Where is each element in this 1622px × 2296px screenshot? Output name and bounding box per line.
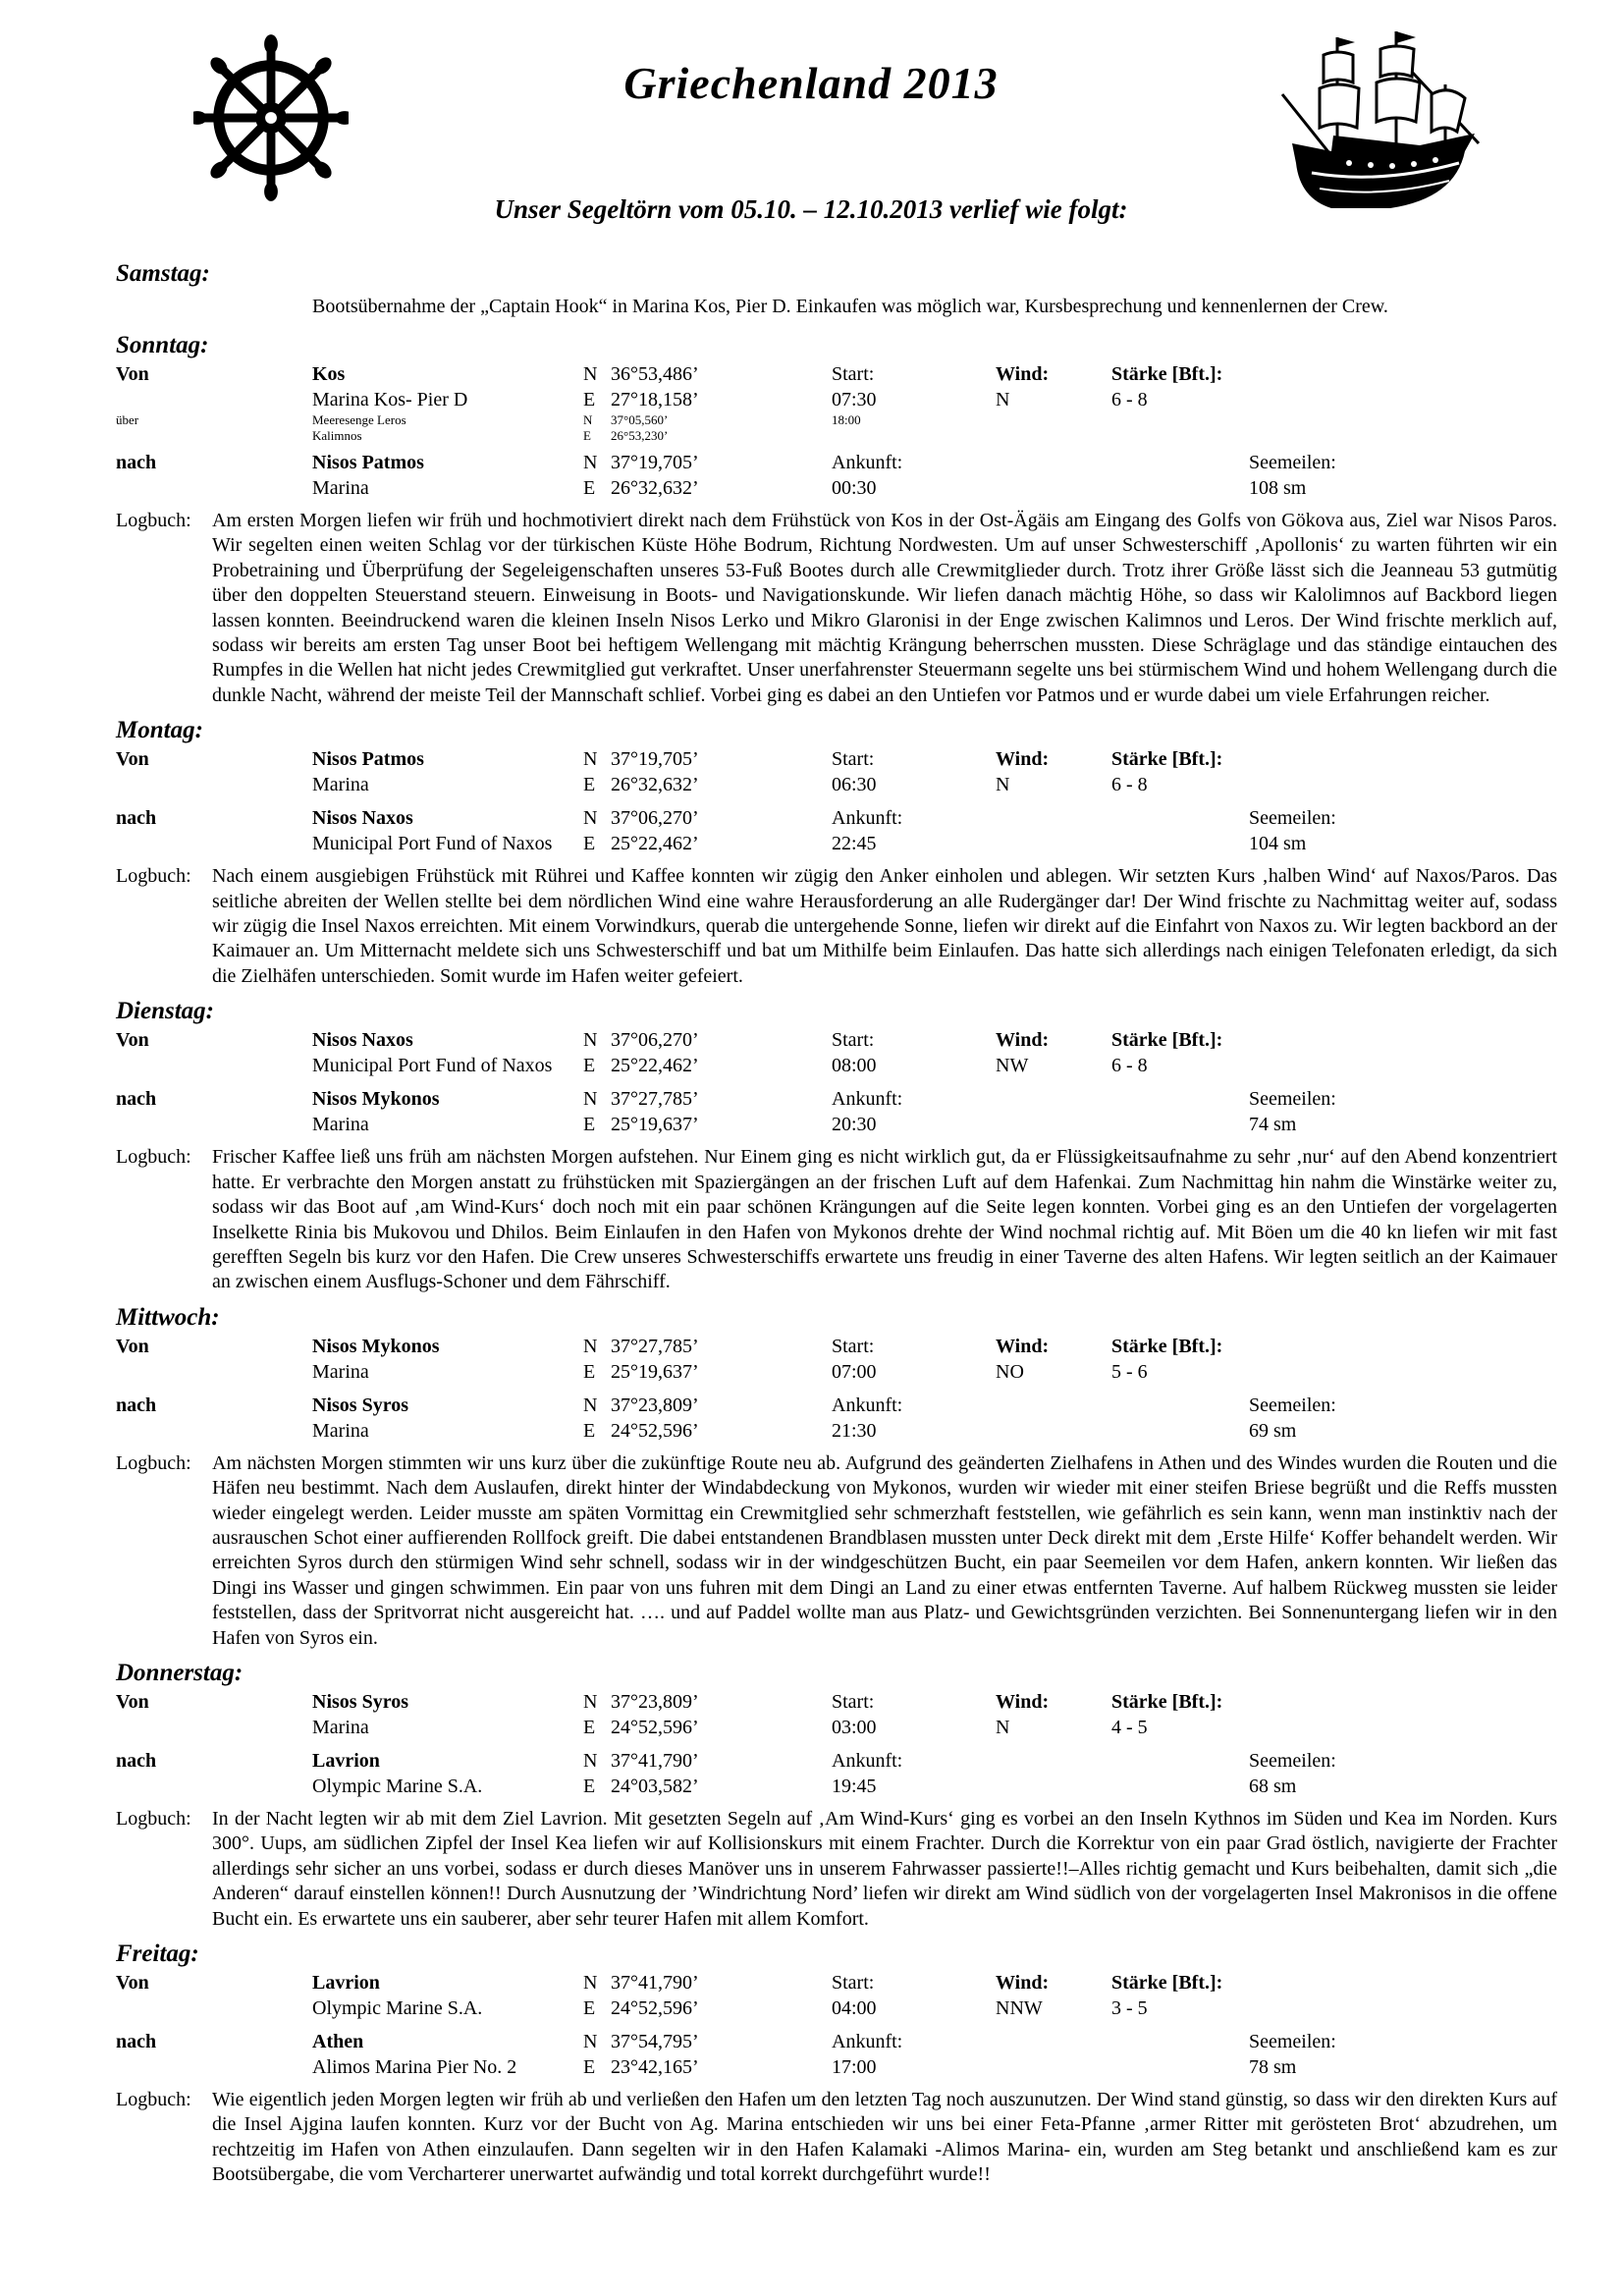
place-sub: Kalimnos [312, 428, 362, 443]
time-label: Start: [832, 1690, 875, 1713]
log-text: In der Nacht legten wir ab mit dem Ziel Lavrion. Mit gesetzten Segeln auf ‚Am Wind-Kurs‘ ging es vorbei an den Inseln Kythnos im Süden und Kea im Norden. Kurs 300°. Uups, am südlichen Zipfel der Insel Kea liefen wir auf Kollisionskurs mit einem Frachter. Durch die Korrektur von ein paar Grad östlich, navigierte der Frachter allerdings sehr sicher an uns vorbei, sodass er durch dieses Manöver uns in unserem Fahrwasser passierte!!–Alles richtig gemacht und Kurs beibehalten, damit sich „die Anderen“ darauf einstellen können!! Durch Ausnutzung der ’Windrichtung Nord’ liefen wir direkt am Wind südlich von der vorgelagerten Insel Makronisos in die offene Bucht ein. Es erwartete uns ein sauberer, aber sehr teurer Hafen mit allem Komfort. [212, 1807, 1557, 1930]
coordinates [611, 412, 668, 444]
place-sub: Municipal Port Fund of Naxos [312, 833, 553, 855]
page-title: Griechenland 2013 [623, 58, 999, 108]
ns-markers: N E [583, 1394, 598, 1442]
time-label: Ankunft: [832, 1749, 903, 1772]
coordinates [611, 1689, 699, 1740]
place-sub: Marina [312, 1360, 369, 1383]
coord-e: 23°42,165’ [611, 2056, 699, 2078]
departure-row [116, 1970, 1557, 2021]
place [312, 805, 552, 856]
day-section [116, 1301, 1557, 1651]
miles-value: 69 sm [1249, 1419, 1297, 1442]
arrival-time [832, 1748, 902, 1799]
row-label: Von [116, 1690, 149, 1713]
place-name: Nisos Naxos [312, 807, 413, 830]
wind-value: N [996, 1716, 1010, 1738]
arrival-time [832, 2029, 902, 2080]
ns-markers: N E [583, 363, 598, 410]
place [312, 1689, 408, 1740]
row-label: Von [116, 1029, 149, 1052]
row-label: nach [116, 1088, 157, 1111]
place [312, 1393, 408, 1444]
place [312, 2029, 516, 2080]
coord-e: 24°52,596’ [611, 1716, 699, 1738]
row-label: nach [116, 2031, 157, 2052]
ship-wheel-icon [193, 29, 349, 206]
place-name: Nisos Patmos [312, 748, 424, 771]
row-label: nach [116, 1394, 157, 1416]
time-label: Ankunft: [832, 1088, 903, 1111]
place-name: Nisos Mykonos [312, 1088, 440, 1111]
wind-value: N [996, 389, 1010, 410]
wind [996, 1970, 1049, 2021]
departure-row [116, 1027, 1557, 1078]
wind [996, 361, 1049, 412]
coordinates [611, 1748, 699, 1799]
coord-e: 25°22,462’ [611, 1055, 699, 1077]
ns-markers: N E [583, 1690, 598, 1738]
arrival-row [116, 1748, 1557, 1799]
row-label: nach [116, 452, 157, 473]
place-sub: Marina [312, 477, 369, 499]
start-time [832, 361, 877, 412]
force-label: Stärke [Bft.]: [1111, 1335, 1223, 1357]
arrival-row [116, 805, 1557, 856]
row-label: Von [116, 1335, 149, 1357]
force-label: Stärke [Bft.]: [1111, 1029, 1223, 1052]
time-value: 06:30 [832, 774, 877, 796]
ns-markers: N E [583, 807, 598, 855]
log-text: Am ersten Morgen liefen wir früh und hochmotiviert direkt nach dem Frühstück von Kos in der Ost-Ägäis am Eingang des Golfs von Gökova aus, Ziel war Nisos Paros. Wir segelten einen weiten Schlag vor der türkischen Küste Höhe Bodrum, Richtung Nordwesten. Um auf unser Schwesterschiff ‚Apollonis‘ zu warten führten wir ein Probetraining und Überprüfung der Segeleigenschaften unseres 53-Fuß Bootes durch alle Crewmitglieder durch. Trotz ihrer Größe lässt sich die Jeanneau 53 gutmütig über den doppelten Steuerstand steuern. Einweisung in Boots- und Navigationskunde. Wir liefen danach mächtig Höhe, so dass wir Kalolimnos auf Backbord liegen lassen konnten. Beeindruckend waren die kleinen Inseln Nisos Lerko und Mikro Glaronisi in der Enge zwischen Kalimnos und Leros. Der Wind frischte merklich auf, sodass wir bereits am ersten Tag unser Boot bei heftigem Wellengang mit mächtig Krängung beherrschen mussten. Diese Schräglage und das ständige eintauchen des Rumpfes in die Wellen hat nicht jedes Crewmitglied gut verkraftet. Unser unerfahrenster Steuermann segelte uns bei stürmischem Wind und hohem Wellengang durch die dunkle Nacht, während der meiste Teil der Mannschaft schlief. Vorbei ging es dabei an den Untiefen vor Patmos und er wurde dabei um viele Erfahrungen reicher. [212, 510, 1557, 706]
day-title: Dienstag: [116, 998, 214, 1025]
time-label: Ankunft: [832, 452, 903, 473]
time-value: 08:00 [832, 1055, 877, 1077]
day-section [116, 714, 1557, 989]
day-title: Mittwoch: [116, 1303, 220, 1331]
day-section [116, 329, 1557, 708]
day-title: Montag: [116, 717, 203, 744]
place [312, 361, 467, 412]
ns-markers: N E [583, 412, 593, 443]
place [312, 1086, 439, 1137]
nautical-miles [1249, 1086, 1336, 1137]
time-value: 07:30 [832, 389, 877, 410]
logbook-entry [116, 1145, 1557, 1294]
coordinates [611, 450, 699, 501]
start-time [832, 1970, 877, 2021]
logbook-content [116, 257, 1557, 2190]
coordinates [611, 1970, 699, 2021]
miles-value: 68 sm [1249, 1775, 1297, 1797]
coordinates [611, 1334, 699, 1385]
departure-row [116, 1334, 1557, 1385]
wind-value: NO [996, 1360, 1024, 1383]
wind-label: Wind: [996, 1972, 1050, 1994]
coord-n: 37°27,785’ [611, 1335, 699, 1357]
miles-label: Seemeilen: [1249, 1088, 1336, 1111]
place-sub: Marina [312, 1716, 369, 1738]
day-section [116, 995, 1557, 1294]
log-label: Logbuch: [116, 1807, 191, 1830]
coordinates [611, 2029, 699, 2080]
time-label: Ankunft: [832, 807, 903, 830]
coord-e: 27°18,158’ [611, 389, 699, 410]
departure-row [116, 1689, 1557, 1740]
place-name: Nisos Naxos [312, 1029, 413, 1052]
time-value: 17:00 [832, 2056, 877, 2078]
force-value: 6 - 8 [1111, 389, 1148, 410]
ns-markers: N E [583, 452, 598, 499]
log-text: Am nächsten Morgen stimmten wir uns kurz über die zukünftige Route neu ab. Aufgrund des geänderten Zielhafens in Athen und des Windes wurden die Routen und die Häfen neu bestimmt. Nach dem Auslaufen, direkt hinter der Windabdeckung von Mykonos, wurden wir wieder mit einer steifen Briese begrüßt und die Reffs mussten wieder eingelegt werden. Leider musste am späten Vormittag ein Crewmitglied sehr schmerzhaft feststellen, wie gefährlich es sein kann, wenn man instinktiv nach der ausrauschen Schot einer auffierenden Rollfock greift. Die dabei entstandenen Brandblasen mussten unter Deck direkt mit dem ‚Erste Hilfe‘ Koffer behandelt werden. Wir erreichten Syros durch den stürmigen Wind sehr schnell, sodass wir in der windgeschützen Bucht, ein paar Seemeilen vor dem Hafen, ankern konnten. Wir ließen das Dingi ins Wasser und gingen schwimmen. Ein paar von uns fuhren mit dem Dingi an Land zu einer etwas entfernten Taverne. Auf halbem Rückweg mussten sie leider feststellen, dass der Spritvorrat nicht ausgereicht hat. …. und auf Paddel wollte man aus Platz- und Gewichtsgründen verzichten. Bei Sonnenuntergang liefen wir in den Hafen von Syros ein. [212, 1451, 1557, 1649]
departure-row [116, 361, 1557, 412]
coord-e: 26°32,632’ [611, 774, 699, 796]
logbook-entry [116, 1451, 1557, 1651]
place-name: Meeresenge Leros [312, 412, 406, 427]
coord-e: 26°53,230’ [611, 428, 669, 443]
force-label: Stärke [Bft.]: [1111, 363, 1223, 385]
log-text: Nach einem ausgiebigen Frühstück mit Rührei und Kaffee konnten wir zügig den Anker einholen und ablegen. Wir setzten Kurs ‚halben Wind‘ auf Naxos/Paros. Das seitliche abreiten der Wellen stellte bei dem nördlichen Wind eine wahre Herausforderung an alle Rudergänger dar! Der Wind frischte zu Nachmittag weiter auf, sodass wir zügig die Insel Naxos erreichten. Mit einem Vorwindkurs, querab die untergehende Sonne, liefen wir direkt auf die Einfahrt von Naxos zu. Wir legten backbord an der Kaimauer an. Um Mitternacht meldete sich uns Schwesterschiff und bat um Mithilfe beim Einlaufen. Das hatte sich allerdings nach einigen Telefonaten erledigt, da sich die Zielhäfen unterschieden. Somit wurde im Hafen weiter gefeiert. [212, 865, 1557, 987]
wind-label: Wind: [996, 1335, 1050, 1357]
miles-label: Seemeilen: [1249, 452, 1336, 473]
place-name: Lavrion [312, 1972, 380, 1994]
ns-markers: N E [583, 1749, 598, 1797]
wind-label: Wind: [996, 748, 1050, 771]
place-sub: Marina Kos- Pier D [312, 389, 468, 410]
coordinates [611, 1086, 699, 1137]
time-label: Start: [832, 748, 875, 771]
place-sub: Marina [312, 1114, 369, 1136]
wind-label: Wind: [996, 1690, 1050, 1713]
place [312, 746, 424, 797]
miles-label: Seemeilen: [1249, 1749, 1336, 1772]
time-value: 19:45 [832, 1775, 877, 1797]
ns-markers: N E [583, 2031, 598, 2078]
nautical-miles [1249, 2029, 1336, 2080]
ns-markers: N E [583, 1335, 598, 1383]
force-value: 6 - 8 [1111, 1055, 1148, 1077]
place [312, 1027, 552, 1078]
wind-force [1111, 1027, 1222, 1078]
time-value: 22:45 [832, 833, 877, 855]
wind-force [1111, 1334, 1222, 1385]
logbook-entry [116, 864, 1557, 989]
place-sub: Marina [312, 774, 369, 796]
place-sub: Alimos Marina Pier No. 2 [312, 2056, 517, 2078]
wind-value: NW [996, 1055, 1029, 1077]
time-value: 03:00 [832, 1716, 877, 1738]
via-row [116, 412, 1557, 450]
place-sub: Marina [312, 1419, 369, 1442]
arrival-time [832, 805, 902, 856]
log-label: Logbuch: [116, 1451, 191, 1474]
place-name: Nisos Patmos [312, 452, 424, 473]
force-label: Stärke [Bft.]: [1111, 1690, 1223, 1713]
force-value: 6 - 8 [1111, 774, 1148, 796]
time-label: Start: [832, 1029, 875, 1052]
miles-value: 104 sm [1249, 833, 1307, 855]
coordinates [611, 805, 699, 856]
coord-n: 37°06,270’ [611, 1029, 699, 1052]
coord-n: 37°41,790’ [611, 1972, 699, 1994]
wind [996, 1334, 1049, 1385]
coordinates [611, 361, 699, 412]
ns-markers: N E [583, 748, 598, 796]
miles-value: 108 sm [1249, 477, 1307, 499]
wind [996, 1689, 1049, 1740]
place-sub: Municipal Port Fund of Naxos [312, 1055, 553, 1077]
day-title: Samstag: [116, 260, 210, 287]
place [312, 412, 406, 444]
wind [996, 1027, 1049, 1078]
via-time: 18:00 [832, 412, 861, 427]
coord-e: 25°19,637’ [611, 1114, 699, 1136]
arrival-row [116, 2029, 1557, 2080]
day-section [116, 1938, 1557, 2188]
time-value: 04:00 [832, 1997, 877, 2019]
wind-force [1111, 1689, 1222, 1740]
arrival-time [832, 1086, 902, 1137]
intro-text: Bootsübernahme der „Captain Hook“ in Marina Kos, Pier D. Einkaufen was möglich war, Kursbesprechung und kennenlernen der Crew. [312, 296, 1388, 317]
force-value: 4 - 5 [1111, 1716, 1148, 1738]
nautical-miles [1249, 1393, 1336, 1444]
place-name: Athen [312, 2031, 364, 2052]
logbook-entry [116, 1807, 1557, 1932]
place [312, 1334, 439, 1385]
log-text: Wie eigentlich jeden Morgen legten wir früh ab und verließen den Hafen um den letzten Tag noch auszunutzen. Der Wind stand günstig, so dass wir den direkten Kurs auf die Insel Ajgina laufen konnten. Kurz vor der Bucht von Ag. Marina entschieden wir uns bei einer Feta-Pfanne ‚armer Ritter mit gerösteten Brot‘ abzudrehen, um rechtzeitig im Hafen von Athen einzulaufen. Dann segelten wir in den Hafen Kalamaki -Alimos Marina- ein, wurden am Steg betankt und anschließend kam es zur Bootsübergabe, die vom Vercharterer unerwartet aufwändig und total korrekt durchgeführt wurde!! [212, 2089, 1557, 2186]
row-label: über [116, 412, 139, 427]
coord-e: 26°32,632’ [611, 477, 699, 499]
time-value: 20:30 [832, 1114, 877, 1136]
wind-force [1111, 746, 1222, 797]
coord-e: 24°03,582’ [611, 1775, 699, 1797]
day-section [116, 1657, 1557, 1932]
start-time [832, 1027, 877, 1078]
row-label: nach [116, 807, 157, 830]
ns-markers: N E [583, 1088, 598, 1136]
nautical-miles [1249, 450, 1336, 501]
trip-subtitle: Unser Segeltörn vom 05.10. – 12.10.2013 verlief wie folgt: [494, 194, 1128, 224]
coord-n: 37°06,270’ [611, 807, 699, 830]
wind-value: N [996, 774, 1010, 796]
wind-force [1111, 1970, 1222, 2021]
arrival-time [832, 450, 902, 501]
place-name: Nisos Mykonos [312, 1335, 440, 1357]
arrival-row [116, 1393, 1557, 1444]
day-title: Sonntag: [116, 332, 209, 358]
time-value: 00:30 [832, 477, 877, 499]
row-label: Von [116, 748, 149, 771]
coordinates [611, 1027, 699, 1078]
day-intro [116, 290, 1557, 323]
logbook-entry [116, 509, 1557, 708]
start-time [832, 1689, 877, 1740]
time-label: Start: [832, 363, 875, 385]
wind [996, 746, 1049, 797]
row-label: Von [116, 1972, 149, 1994]
ns-markers: N E [583, 1972, 598, 2019]
coord-n: 37°41,790’ [611, 1749, 699, 1772]
time-label: Ankunft: [832, 2031, 903, 2052]
coord-n: 37°27,785’ [611, 1088, 699, 1111]
nautical-miles [1249, 1748, 1336, 1799]
coord-n: 37°05,560’ [611, 412, 669, 427]
force-value: 5 - 6 [1111, 1360, 1148, 1383]
ns-markers: N E [583, 1029, 598, 1077]
time-label: Start: [832, 1335, 875, 1357]
force-value: 3 - 5 [1111, 1997, 1148, 2019]
place [312, 1970, 482, 2021]
wind-label: Wind: [996, 363, 1050, 385]
place [312, 450, 424, 501]
log-label: Logbuch: [116, 1146, 191, 1169]
coord-n: 36°53,486’ [611, 363, 699, 385]
coord-n: 37°19,705’ [611, 748, 699, 771]
time-label: Ankunft: [832, 1394, 903, 1416]
coord-n: 37°23,809’ [611, 1690, 699, 1713]
arrival-time [832, 1393, 902, 1444]
wind-label: Wind: [996, 1029, 1050, 1052]
miles-label: Seemeilen: [1249, 807, 1336, 830]
place-name: Nisos Syros [312, 1394, 408, 1416]
place-name: Lavrion [312, 1749, 380, 1772]
time-label: Start: [832, 1972, 875, 1994]
start-time [832, 746, 877, 797]
place-name: Kos [312, 363, 346, 385]
row-label: nach [116, 1749, 157, 1772]
force-label: Stärke [Bft.]: [1111, 748, 1223, 771]
place-name: Nisos Syros [312, 1690, 408, 1713]
logbook-entry [116, 2088, 1557, 2188]
coord-n: 37°19,705’ [611, 452, 699, 473]
miles-value: 78 sm [1249, 2056, 1297, 2078]
coord-n: 37°23,809’ [611, 1394, 699, 1416]
place-sub: Olympic Marine S.A. [312, 1775, 483, 1797]
coord-n: 37°54,795’ [611, 2031, 699, 2052]
miles-label: Seemeilen: [1249, 2031, 1336, 2052]
coordinates [611, 746, 699, 797]
day-section [116, 257, 1557, 323]
coord-e: 25°19,637’ [611, 1360, 699, 1383]
departure-row [116, 746, 1557, 797]
log-text: Frischer Kaffee ließ uns früh am nächsten Morgen aufstehen. Nur Einem ging es nicht wirklich gut, da er Flüssigkeitsaufnahme zu sehr ‚nur‘ auf den Abend konzentriert hatte. Er verbrachte den Morgen anstatt zu frühstücken mit Spaziergängen an der frischen Luft auf dem Hafenkai. Zum Nachmittag hin nahm die Winstärke weiter zu, sodass wir das Boot auf ‚am Wind-Kurs‘ doch noch mit ein paar schönen Krängungen auf die Seite legen konnten. Vorbei ging es an den Untiefen der vorgelagerten Inselkette Rinia bis Mukovou und Dhilos. Beim Einlaufen in den Hafen von Mykonos drehte der Wind nochmal richtig auf. Mit Böen um die 40 kn liefen wir mit fast gerefften Segeln bis kurz vor den Hafen. Die Crew unseres Schwesterschiffs erwartete uns freudig in einer Taverne des alten Hafens. Wir legten seitlich an der Kaimauer an zwischen einem Ausflugs-Schoner und dem Fährschiff. [212, 1146, 1557, 1293]
coord-e: 24°52,596’ [611, 1997, 699, 2019]
day-title: Donnerstag: [116, 1659, 243, 1686]
coord-e: 25°22,462’ [611, 833, 699, 855]
miles-label: Seemeilen: [1249, 1394, 1336, 1416]
log-label: Logbuch: [116, 865, 191, 888]
wind-value: NNW [996, 1997, 1043, 2019]
sailing-ship-icon [1272, 26, 1488, 218]
wind-force [1111, 361, 1222, 412]
nautical-miles [1249, 805, 1336, 856]
coord-e: 24°52,596’ [611, 1419, 699, 1442]
day-title: Freitag: [116, 1941, 199, 1967]
log-label: Logbuch: [116, 2089, 191, 2110]
arrival-row [116, 450, 1557, 501]
place [312, 1748, 482, 1799]
log-label: Logbuch: [116, 510, 191, 531]
time-value: 07:00 [832, 1360, 877, 1383]
start-time [832, 1334, 877, 1385]
row-label: Von [116, 363, 149, 385]
miles-value: 74 sm [1249, 1114, 1297, 1136]
force-label: Stärke [Bft.]: [1111, 1972, 1223, 1994]
place-sub: Olympic Marine S.A. [312, 1997, 483, 2019]
time-value: 21:30 [832, 1419, 877, 1442]
arrival-row [116, 1086, 1557, 1137]
coordinates [611, 1393, 699, 1444]
